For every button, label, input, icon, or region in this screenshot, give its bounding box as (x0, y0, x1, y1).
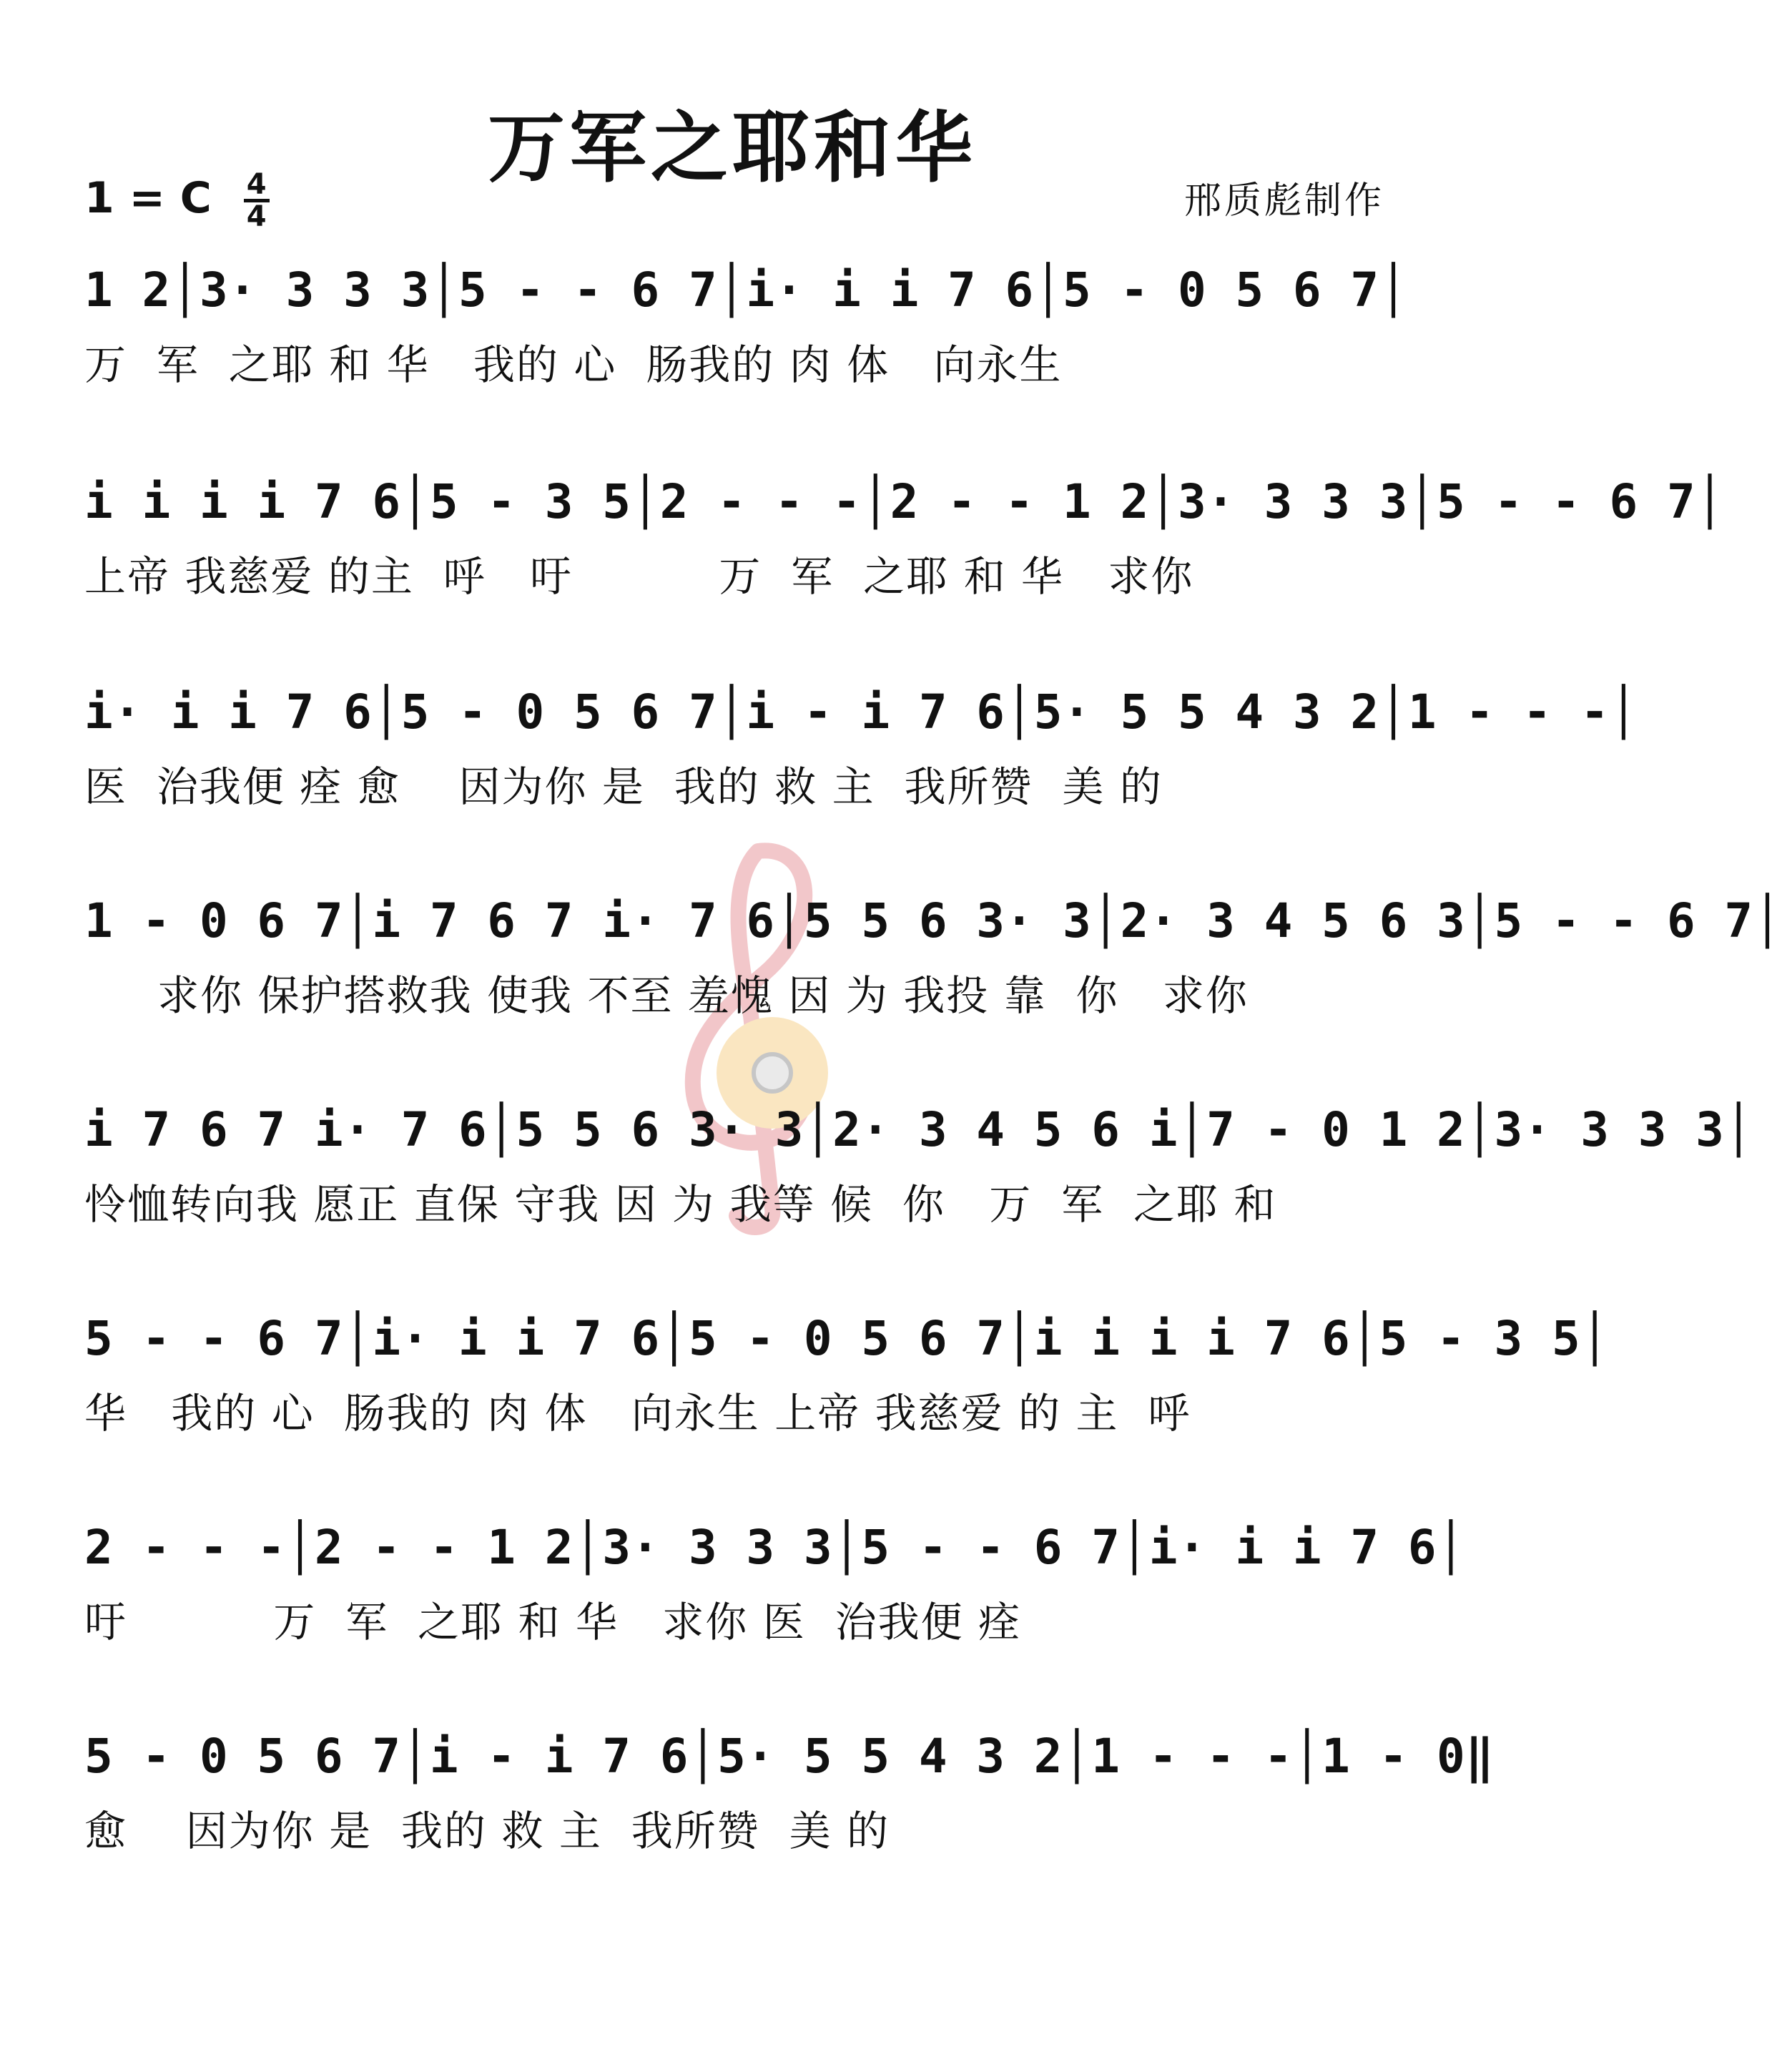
notes-row-1: 1 2│3· 3 3 3│5 - - 6 7│i· i i 7 6│5 - 0 5 6 7│ (84, 262, 1408, 318)
notes-row-4: 1 - 0 6 7│i 7 6 7 i· 7 6│5 5 6 3· 3│2· 3 4 5 6 3│5 - - 6 7│ (84, 893, 1782, 948)
lyrics-row-1: 万 军 之耶 和 华 我的 心 肠我的 肉 体 向永生 (84, 340, 1063, 389)
notes-row-3: i· i i 7 6│5 - 0 5 6 7│i - i 7 6│5· 5 5 4 3 2│1 - - -│ (84, 684, 1638, 740)
lyrics-row-6: 华 我的 心 肠我的 肉 体 向永生 上帝 我慈爱 的 主 呼 (84, 1389, 1191, 1438)
lyrics-row-8: 愈 因为你 是 我的 救 主 我所赞 美 的 (84, 1807, 890, 1855)
lyrics-row-2: 上帝 我慈爱 的主 呼 吁 万 军 之耶 和 华 求你 (84, 552, 1194, 601)
author-credit: 邢质彪制作 (1183, 180, 1384, 222)
time-beats: 4 (244, 170, 270, 202)
notes-row-7: 2 - - -│2 - - 1 2│3· 3 3 3│5 - - 6 7│i· i i 7 6│ (84, 1520, 1466, 1575)
lyrics-row-7: 吁 万 军 之耶 和 华 求你 医 治我便 痊 (84, 1598, 1022, 1646)
lyrics-row-3: 医 治我便 痊 愈 因为你 是 我的 救 主 我所赞 美 的 (84, 762, 1163, 811)
key-label: 1 = C (84, 173, 212, 224)
notes-row-8: 5 - 0 5 6 7│i - i 7 6│5· 5 5 4 3 2│1 - - -│1 - 0‖ (84, 1729, 1495, 1784)
notes-row-6: 5 - - 6 7│i· i i 7 6│5 - 0 5 6 7│i i i i 7 6│5 - 3 5│ (84, 1311, 1610, 1366)
page-title: 万军之耶和华 (487, 103, 977, 193)
lyrics-row-4: 求你 保护搭救我 使我 不至 羞愧 因 为 我投 靠 你 求你 (84, 971, 1249, 1020)
lyrics-row-5: 怜恤转向我 愿正 直保 守我 因 为 我等 候 你 万 军 之耶 和 (84, 1180, 1277, 1229)
time-beat-unit: 4 (246, 200, 267, 233)
notes-row-5: i 7 6 7 i· 7 6│5 5 6 3· 3│2· 3 4 5 6 i│7 - 0 1 2│3· 3 3 3│ (84, 1102, 1753, 1157)
notes-row-2: i i i i 7 6│5 - 3 5│2 - - -│2 - - 1 2│3· 3 3 3│5 - - 6 7│ (84, 474, 1725, 529)
